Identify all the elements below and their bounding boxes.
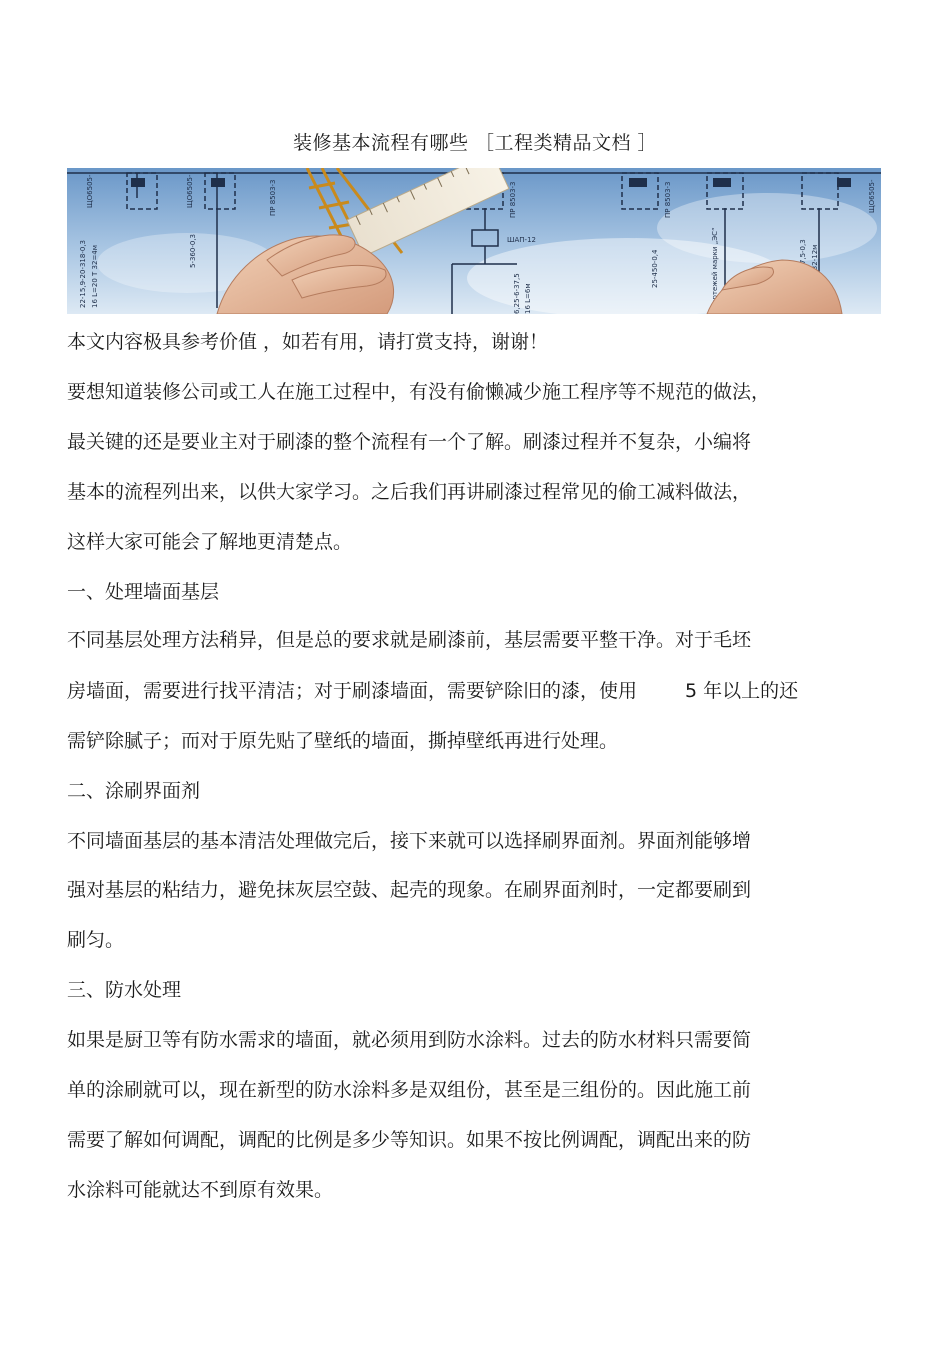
intro-notice: 本文内容极具参考价值 ，如若有用，请打赏支持，谢谢！	[67, 331, 549, 353]
banner-code-7: ШАП-12	[507, 236, 536, 244]
banner-label-3: 5-360-0,3	[189, 234, 197, 268]
paragraph-line: 需要了解如何调配，调配的比例是多少等知识。如果不按比例调配，调配出来的防	[67, 1129, 752, 1151]
header-banner-image	[67, 168, 881, 314]
paragraph-line: 不同基层处理方法稍异，但是总的要求就是刷漆前，基层需要平整干净。对于毛坯	[67, 629, 752, 651]
section-heading-1: 一、处理墙面基层	[67, 581, 220, 603]
paragraph-line: 单的涂刷就可以，现在新型的防水涂料多是双组份，甚至是三组份的。因此施工前	[67, 1079, 752, 1101]
paragraph-line: 如果是厨卫等有防水需求的墙面，就必须用到防水涂料。过去的防水材料只需要简	[67, 1029, 752, 1051]
paragraph-line: 强对基层的粘结力，避免抹灰层空鼓、起壳的现象。在刷界面剂时，一定都要刷到	[67, 879, 752, 901]
section-heading-3: 三、防水处理	[67, 979, 182, 1001]
banner-code-6: ЩО6505-	[868, 179, 876, 213]
banner-label-5: 25-450-0,4	[651, 249, 659, 288]
banner-label-1: 22-15,9-20-318-0,3	[79, 240, 87, 308]
paragraph-line: 不同墙面基层的基本清洁处理做完后，接下来就可以选择刷界面剂。界面剂能够增	[67, 830, 752, 852]
banner-code-2: ЩО6505-	[186, 174, 194, 208]
paragraph-line: 需铲除腻子；而对于原先贴了壁纸的墙面，撕掉壁纸再进行处理。	[67, 730, 619, 752]
document-title: 装修基本流程有哪些 ［工程类精品文档 ］	[292, 132, 658, 154]
banner-label-9: 16 L=6м	[524, 283, 532, 314]
paragraph-line: 基本的流程列出来，以供大家学习。之后我们再讲刷漆过程常见的偷工减料做法，	[67, 481, 752, 503]
paragraph-line: 刷匀。	[67, 929, 125, 951]
banner-label-4: 6,25-6-37,5	[513, 273, 521, 314]
banner-code-4: ПР 8503-3	[509, 181, 517, 218]
banner-code-5: ПР 8503-3	[664, 181, 672, 218]
banner-code-1: ЩО6505-	[86, 174, 94, 208]
banner-label-6: чертежей марки „ЭС“	[711, 227, 719, 308]
paragraph-line: 这样大家可能会了解地更清楚点。	[67, 531, 353, 553]
banner-code-3: ПР 8503-3	[269, 179, 277, 216]
paragraph-line	[67, 679, 798, 703]
section-heading-2: 二、涂刷界面剂	[67, 780, 201, 802]
paragraph-text: 房墙面，需要进行找平清洁；对于刷漆墙面，需要铲除旧的漆，使用	[67, 680, 638, 702]
paragraph-text: 5 年以上的还	[685, 680, 799, 702]
paragraph-line: 要想知道装修公司或工人在施工过程中，有没有偷懒减少施工程序等不规范的做法，	[67, 381, 771, 403]
paragraph-line: 水涂料可能就达不到原有效果。	[67, 1179, 334, 1201]
banner-label-2: 16 L=20 T 32=4м	[91, 244, 99, 308]
paragraph-line: 最关键的还是要业主对于刷漆的整个流程有一个了解。刷漆过程并不复杂，小编将	[67, 431, 752, 453]
